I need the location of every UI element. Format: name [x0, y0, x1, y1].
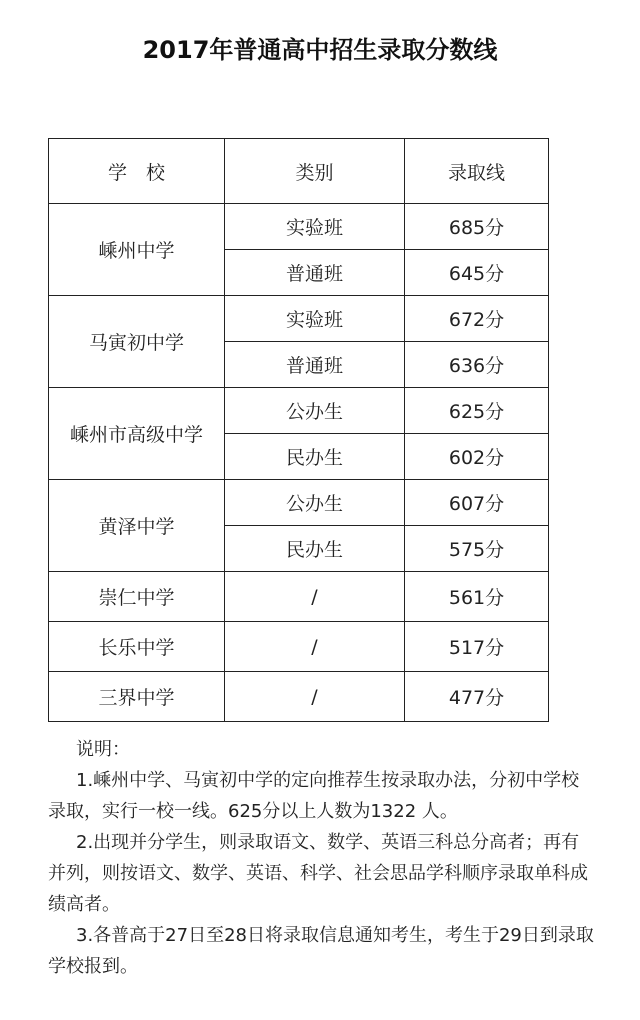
- school-cell: 长乐中学: [49, 622, 225, 672]
- school-cell: 三界中学: [49, 672, 225, 722]
- table-row: [49, 204, 549, 250]
- header-category: 类别: [225, 139, 405, 204]
- category-cell: /: [225, 622, 405, 672]
- score-cell: 672分: [405, 296, 549, 342]
- notes-section: [48, 734, 594, 982]
- category-cell: 民办生: [225, 434, 405, 480]
- note-item: 1.嵊州中学、马寅初中学的定向推荐生按录取办法，分初中学校录取，实行一校一线。625分以上人数为1322 人。: [48, 770, 580, 822]
- category-cell: 实验班: [225, 204, 405, 250]
- category-cell: 公办生: [225, 388, 405, 434]
- score-cell: 685分: [405, 204, 549, 250]
- score-cell: 575分: [405, 526, 549, 572]
- score-cell: 625分: [405, 388, 549, 434]
- table-row: [49, 572, 549, 622]
- header-score-line: 录取线: [405, 139, 549, 204]
- score-cell: 602分: [405, 434, 549, 480]
- header-school: 学 校: [49, 139, 225, 204]
- table-row: [49, 388, 549, 434]
- school-cell: 马寅初中学: [49, 296, 225, 388]
- table-row: [49, 480, 549, 526]
- category-cell: 民办生: [225, 526, 405, 572]
- school-cell: 黄泽中学: [49, 480, 225, 572]
- score-cell: 645分: [405, 250, 549, 296]
- category-cell: /: [225, 672, 405, 722]
- note-item: 3.各普高于27日至28日将录取信息通知考生，考生于29日到录取学校报到。: [48, 925, 594, 977]
- score-cell: 477分: [405, 672, 549, 722]
- school-cell: 崇仁中学: [49, 572, 225, 622]
- score-cell: 561分: [405, 572, 549, 622]
- table-row: [49, 672, 549, 722]
- score-cell: 607分: [405, 480, 549, 526]
- page-title: 2017年普通高中招生录取分数线: [142, 36, 498, 64]
- score-cell: 517分: [405, 622, 549, 672]
- table-row: [49, 296, 549, 342]
- category-cell: /: [225, 572, 405, 622]
- admission-score-table: [48, 138, 549, 722]
- table-row: [49, 622, 549, 672]
- category-cell: 实验班: [225, 296, 405, 342]
- notes-label: 说明：: [76, 739, 130, 760]
- school-cell: 嵊州市高级中学: [49, 388, 225, 480]
- category-cell: 公办生: [225, 480, 405, 526]
- table-header-row: [49, 139, 549, 204]
- category-cell: 普通班: [225, 342, 405, 388]
- school-cell: 嵊州中学: [49, 204, 225, 296]
- category-cell: 普通班: [225, 250, 405, 296]
- note-item: 2.出现并分学生，则录取语文、数学、英语三科总分高者；再有并列，则按语文、数学、英语、科学、社会思品学科顺序录取单科成绩高者。: [48, 832, 588, 915]
- score-cell: 636分: [405, 342, 549, 388]
